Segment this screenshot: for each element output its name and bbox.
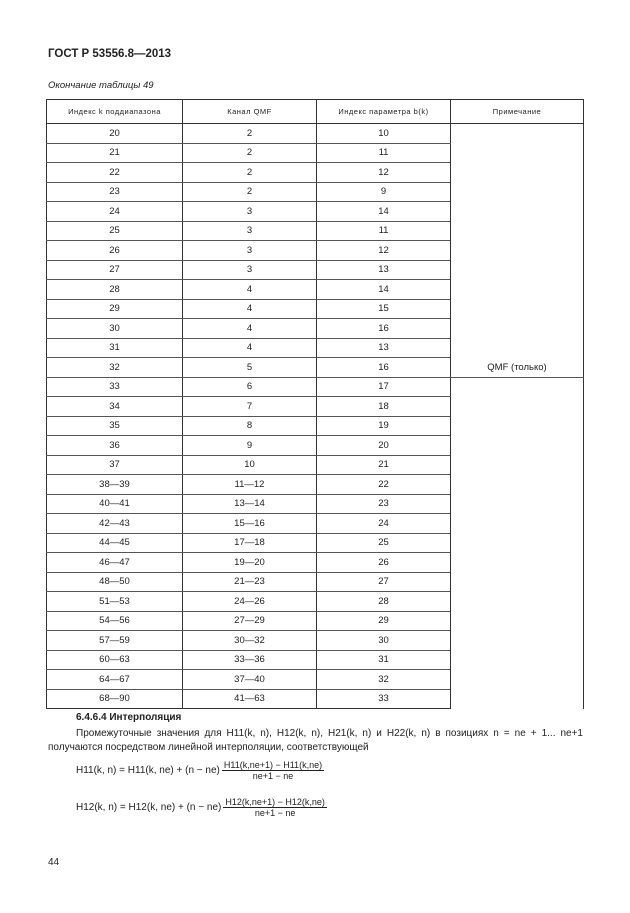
cell-qmf-channel: 30—32 [183, 631, 317, 651]
cell-qmf-channel: 2 [183, 182, 317, 202]
formula-h12-lhs: H12(k, n) = H12(k, ne) + (n − ne) [76, 802, 222, 813]
formula-h12-denominator: ne+1 − ne [254, 808, 296, 818]
cell-parameter-index: 12 [317, 163, 451, 183]
cell-subband-index: 51—53 [47, 592, 183, 612]
cell-parameter-index: 11 [317, 143, 451, 163]
cell-parameter-index: 19 [317, 416, 451, 436]
cell-parameter-index: 10 [317, 124, 451, 144]
cell-qmf-channel: 7 [183, 397, 317, 417]
cell-qmf-channel: 21—23 [183, 572, 317, 592]
cell-parameter-index: 25 [317, 533, 451, 553]
formula-h11 [76, 760, 324, 781]
cell-subband-index: 23 [47, 182, 183, 202]
cell-subband-index: 26 [47, 241, 183, 261]
cell-subband-index: 32 [47, 358, 183, 378]
cell-subband-index: 33 [47, 377, 183, 397]
page-number: 44 [48, 857, 60, 868]
table-body [47, 124, 584, 709]
table-caption: Окончание таблицы 49 [48, 80, 154, 91]
cell-qmf-channel: 2 [183, 143, 317, 163]
cell-subband-index: 64—67 [47, 670, 183, 690]
cell-parameter-index: 13 [317, 260, 451, 280]
cell-parameter-index: 20 [317, 436, 451, 456]
cell-parameter-index: 24 [317, 514, 451, 534]
table-row [47, 124, 584, 144]
cell-qmf-channel: 3 [183, 221, 317, 241]
cell-qmf-channel: 33—36 [183, 650, 317, 670]
cell-parameter-index: 18 [317, 397, 451, 417]
table-row [47, 377, 584, 397]
cell-subband-index: 20 [47, 124, 183, 144]
cell-parameter-index: 14 [317, 202, 451, 222]
section-title: 6.4.6.4 Интерполяция [76, 712, 182, 723]
cell-qmf-channel: 13—14 [183, 494, 317, 514]
cell-subband-index: 34 [47, 397, 183, 417]
cell-qmf-channel: 37—40 [183, 670, 317, 690]
cell-subband-index: 27 [47, 260, 183, 280]
cell-subband-index: 30 [47, 319, 183, 339]
cell-qmf-channel: 9 [183, 436, 317, 456]
cell-subband-index: 40—41 [47, 494, 183, 514]
cell-qmf-channel: 3 [183, 260, 317, 280]
cell-parameter-index: 33 [317, 689, 451, 709]
cell-subband-index: 42—43 [47, 514, 183, 534]
section-paragraph: Промежуточные значения для H11(k, n), H12(k, n), H21(k, n) и H22(k, n) в позициях n = ne + 1... ne+1 получаются посредством линейной интерполяции, соответствующей [48, 728, 583, 753]
cell-subband-index: 60—63 [47, 650, 183, 670]
cell-qmf-channel: 4 [183, 280, 317, 300]
cell-qmf-channel: 2 [183, 124, 317, 144]
cell-subband-index: 29 [47, 299, 183, 319]
cell-subband-index: 48—50 [47, 572, 183, 592]
cell-qmf-channel: 27—29 [183, 611, 317, 631]
cell-parameter-index: 32 [317, 670, 451, 690]
cell-subband-index: 25 [47, 221, 183, 241]
cell-subband-index: 68—90 [47, 689, 183, 709]
cell-subband-index: 28 [47, 280, 183, 300]
cell-qmf-channel: 4 [183, 338, 317, 358]
cell-parameter-index: 26 [317, 553, 451, 573]
cell-subband-index: 37 [47, 455, 183, 475]
cell-qmf-channel: 24—26 [183, 592, 317, 612]
cell-qmf-channel: 3 [183, 241, 317, 261]
formula-h12 [76, 797, 327, 818]
cell-subband-index: 36 [47, 436, 183, 456]
cell-subband-index: 35 [47, 416, 183, 436]
cell-note: QMF (только) [451, 358, 584, 378]
cell-subband-index: 31 [47, 338, 183, 358]
formula-h11-numerator: H11(k,ne+1) − H11(k,ne) [223, 760, 323, 770]
cell-parameter-index: 14 [317, 280, 451, 300]
cell-parameter-index: 16 [317, 319, 451, 339]
column-header-qmf-channel: Канал QMF [183, 100, 317, 124]
cell-qmf-channel: 6 [183, 377, 317, 397]
formula-h11-lhs: H11(k, n) = H11(k, ne) + (n − ne) [76, 765, 220, 776]
column-header-subband-index: Индекс k поддиапазона [47, 100, 183, 124]
cell-subband-index: 21 [47, 143, 183, 163]
cell-qmf-channel: 17—18 [183, 533, 317, 553]
cell-parameter-index: 31 [317, 650, 451, 670]
cell-qmf-channel: 19—20 [183, 553, 317, 573]
cell-parameter-index: 22 [317, 475, 451, 495]
cell-parameter-index: 16 [317, 358, 451, 378]
cell-qmf-channel: 4 [183, 319, 317, 339]
table-row [47, 358, 584, 378]
cell-parameter-index: 30 [317, 631, 451, 651]
formula-h11-denominator: ne+1 − ne [252, 771, 294, 781]
formula-h11-fraction [222, 760, 324, 781]
cell-subband-index: 57—59 [47, 631, 183, 651]
cell-qmf-channel: 15—16 [183, 514, 317, 534]
cell-subband-index: 24 [47, 202, 183, 222]
cell-note [451, 377, 584, 709]
cell-qmf-channel: 8 [183, 416, 317, 436]
cell-qmf-channel: 4 [183, 299, 317, 319]
cell-qmf-channel: 3 [183, 202, 317, 222]
cell-qmf-channel: 2 [183, 163, 317, 183]
column-header-parameter-index: Индекс параметра b(k) [317, 100, 451, 124]
cell-note [451, 124, 584, 358]
cell-parameter-index: 9 [317, 182, 451, 202]
cell-parameter-index: 11 [317, 221, 451, 241]
cell-qmf-channel: 41—63 [183, 689, 317, 709]
cell-qmf-channel: 11—12 [183, 475, 317, 495]
cell-parameter-index: 21 [317, 455, 451, 475]
cell-subband-index: 54—56 [47, 611, 183, 631]
cell-parameter-index: 13 [317, 338, 451, 358]
cell-parameter-index: 23 [317, 494, 451, 514]
formula-h12-fraction [223, 797, 327, 818]
cell-subband-index: 46—47 [47, 553, 183, 573]
column-header-note: Примечание [451, 100, 584, 124]
cell-parameter-index: 15 [317, 299, 451, 319]
cell-parameter-index: 17 [317, 377, 451, 397]
cell-parameter-index: 27 [317, 572, 451, 592]
cell-subband-index: 38—39 [47, 475, 183, 495]
document-code: ГОСТ Р 53556.8—2013 [48, 48, 172, 60]
cell-parameter-index: 12 [317, 241, 451, 261]
cell-qmf-channel: 5 [183, 358, 317, 378]
table-header-row [47, 100, 584, 124]
cell-subband-index: 44—45 [47, 533, 183, 553]
cell-parameter-index: 29 [317, 611, 451, 631]
data-table [46, 99, 584, 709]
cell-subband-index: 22 [47, 163, 183, 183]
cell-parameter-index: 28 [317, 592, 451, 612]
cell-qmf-channel: 10 [183, 455, 317, 475]
formula-h12-numerator: H12(k,ne+1) − H12(k,ne) [225, 797, 325, 807]
